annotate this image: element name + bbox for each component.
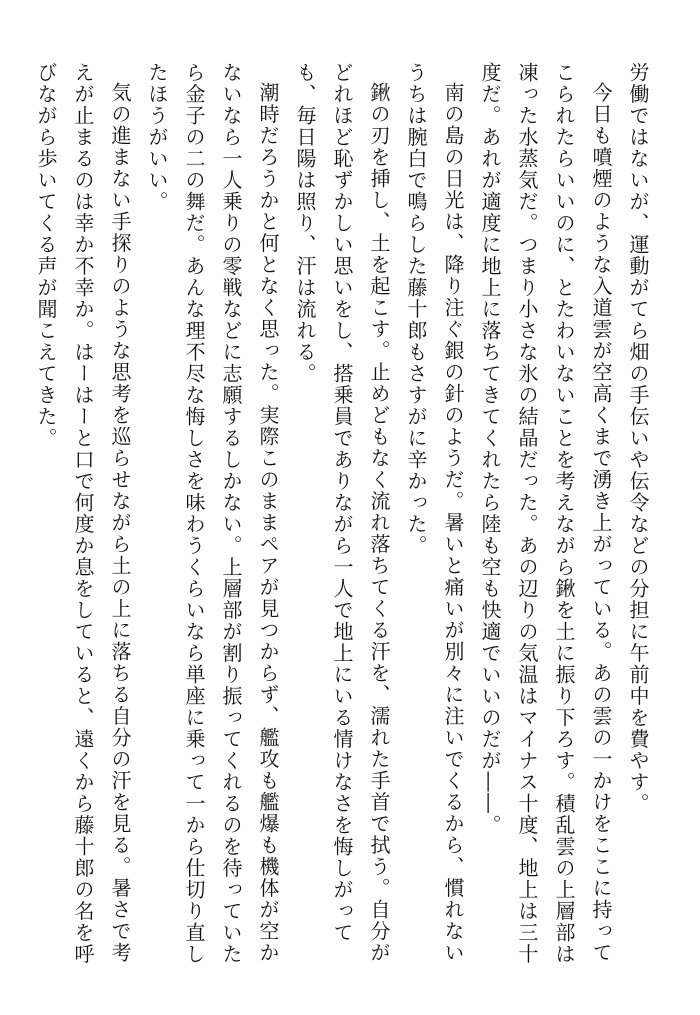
text-line: ら金子の二の舞だ。あんな理不尽な悔しさを味わうくらいなら単座に乗って一から仕切り直し: [182, 62, 206, 965]
text-line: 鍬の刃を挿し、土を起こす。止めどもなく流れ落ちてくる汗を、濡れた手首で拭う。自分が: [367, 82, 391, 964]
text-line: 潮時だろうかと何となく思った。実際このままペアが見つからず、艦攻も艦爆も機体が空か: [256, 82, 280, 964]
text-line: 凍った水蒸気だ。つまり小さな氷の結晶だった。あの辺りの気温はマイナス十度、地上は三十: [515, 62, 539, 965]
text-line: たほうがいい。: [145, 62, 169, 213]
text-line: ないなら一人乗りの零戦などに志願するしかない。上層部が割り振ってくれるのを待っていた: [219, 62, 243, 965]
text-line: こられたらいいのに、とたわいないことを考えながら鍬を土に振り下ろす。積乱雲の上層部は: [552, 62, 576, 965]
text-line: びながら歩いてくる声が聞こえてきた。: [34, 62, 58, 449]
text-line: 労働ではないが、運動がてら畑の手伝いや伝令などの分担に午前中を費やす。: [626, 62, 650, 815]
text-line: えが止まるのは幸か不幸か。はーはーと口で何度か息をしていると、遠くから藤十郎の名を呼: [71, 62, 95, 965]
text-line: 気の進まない手探りのような思考を巡らせながら土の上に落ちる自分の汗を見る。暑さで考: [108, 82, 132, 964]
text-line: 今日も噴煙のような入道雲が空高くまで湧き上がっている。あの雲の一かけをここに持って: [589, 82, 613, 964]
text-line: も、毎日陽は照り、汗は流れる。: [293, 62, 317, 385]
text-line: 南の島の日光は、降り注ぐ銀の針のようだ。暑いと痛いが別々に注いでくるから、慣れない: [441, 82, 465, 964]
text-line: どれほど恥ずかしい思いをし、搭乗員でありながら一人で地上にいる情けなさを悔しがって: [330, 62, 354, 944]
vertical-text-body: [27, 62, 656, 965]
text-line: うちは腕白で鳴らした藤十郎もさすがに辛かった。: [404, 62, 428, 557]
text-line: 度だ。あれが適度に地上に落ちてきてくれたら陸も空も快適でいいのだが――。: [478, 62, 502, 836]
